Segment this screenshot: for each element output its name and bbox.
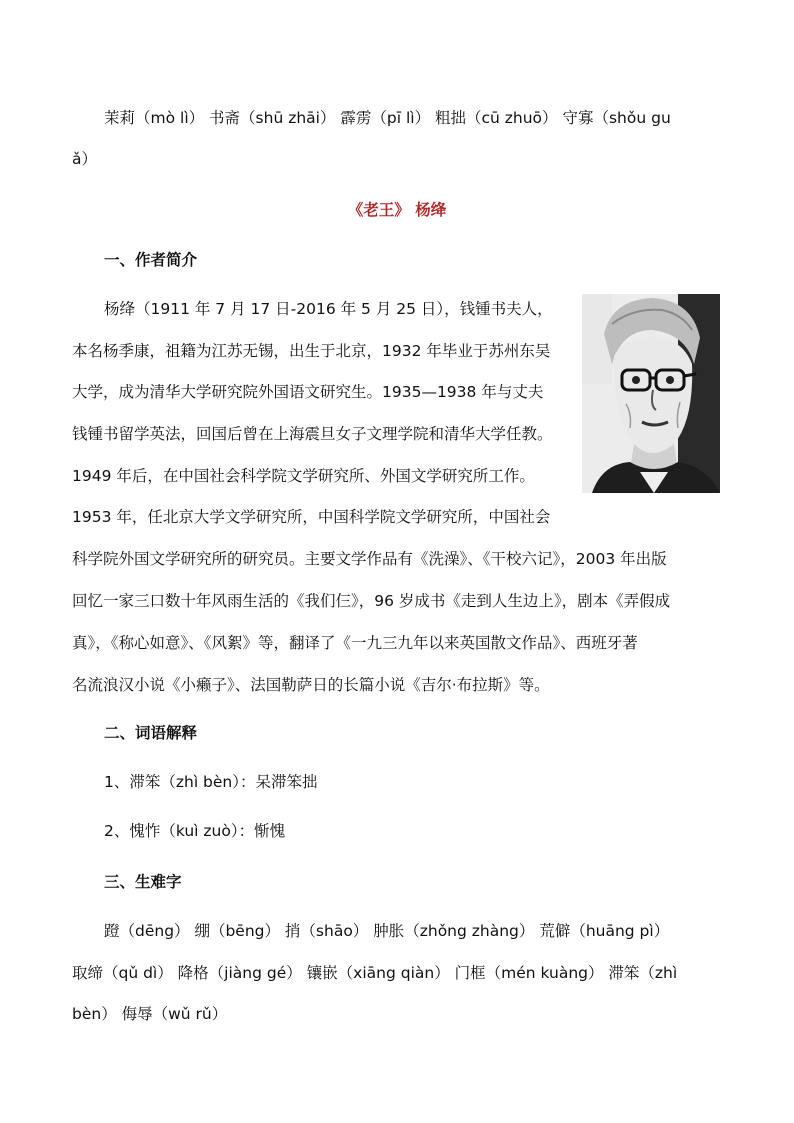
chars-line-1: 蹬（dēng） 绷（bēng） 捎（shāo） 肿胀（zhǒng zhàng） 荒僻（huāng pì） [104, 922, 670, 940]
pinyin-line-1: 茉莉（mò lì） 书斋（shū zhāi） 霹雳（pī lì） 粗拙（cū zhuō） 守寡（shǒu gu [104, 109, 671, 127]
section-heading-author: 一、作者简介 [104, 251, 198, 269]
vocab-item-2: 2、愧怍（kuì zuò）：惭愧 [104, 822, 286, 840]
vocab-item-1: 1、滞笨（zhì bèn）：呆滞笨拙 [104, 773, 318, 791]
bio-line-10: 名流浪汉小说《小癞子》、法国勒萨日的长篇小说《吉尔·布拉斯》等。 [72, 676, 550, 694]
article-title: 《老王》 杨绛 [347, 201, 447, 219]
bio-line-3: 大学，成为清华大学研究院外国语文研究生。1935—1938 年与丈夫 [72, 383, 544, 401]
section-heading-difficult-chars: 三、生难字 [104, 873, 182, 891]
section-heading-vocabulary: 二、词语解释 [104, 724, 198, 742]
chars-line-2: 取缔（qǔ dì） 降格（jiàng gé） 镶嵌（xiāng qiàn） 门框（mén kuàng） 滞笨（zhì [72, 964, 678, 982]
pinyin-line-2: ǎ） [72, 150, 97, 168]
author-portrait-image [582, 294, 720, 493]
chars-line-3: bèn） 侮辱（wǔ rǔ） [72, 1005, 228, 1023]
bio-line-5: 1949 年后，在中国社会科学院文学研究所、外国文学研究所工作。 [72, 467, 535, 485]
bio-line-1: 杨绛（1911 年 7 月 17 日-2016 年 5 月 25 日），钱锺书夫人， [104, 300, 553, 318]
bio-line-6: 1953 年，任北京大学文学研究所，中国科学院文学研究所，中国社会 [72, 508, 551, 526]
bio-line-2: 本名杨季康，祖籍为江苏无锡，出生于北京，1932 年毕业于苏州东吴 [72, 342, 551, 360]
bio-line-9: 真》，《称心如意》、《风絮》等，翻译了《一九三九年以来英国散文作品》、西班牙著 [72, 634, 638, 652]
bio-line-8: 回忆一家三口数十年风雨生活的《我们仨》，96 岁成书《走到人生边上》，剧本《弄假成 [72, 592, 671, 610]
bio-line-4: 钱锺书留学英法，回国后曾在上海震旦女子文理学院和清华大学任教。 [72, 425, 553, 443]
bio-line-7: 科学院外国文学研究所的研究员。主要文学作品有《洗澡》、《干校六记》，2003 年出版 [72, 550, 667, 568]
